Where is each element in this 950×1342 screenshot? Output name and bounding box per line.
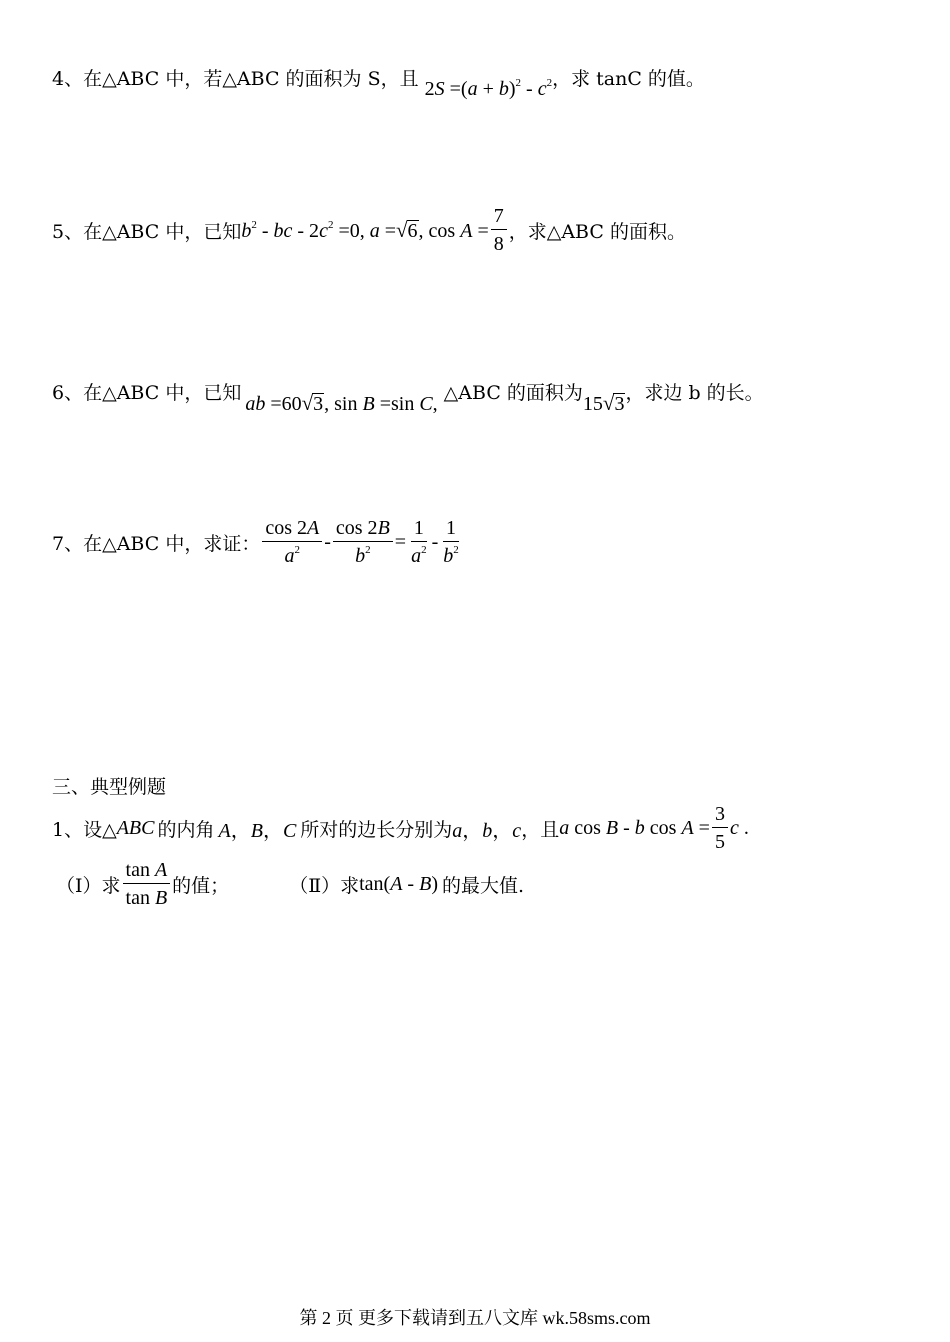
problem-5-formula: $b^2$ - bc - $2c^2 =0$, a =√6, cos A = <box>241 217 489 242</box>
problem-7-minus-2: - <box>431 530 439 553</box>
example-1-sides: a，b，c <box>452 819 522 842</box>
example-1-fraction: $\frac{3}{5}$ <box>712 802 728 854</box>
problem-7-frac-1-a2: $\frac{1}{a^2}$ <box>411 517 427 567</box>
example-1-text-b: 的内角 <box>157 818 215 841</box>
problem-6-area: 15√3 <box>582 391 625 415</box>
problem-7-equals: = <box>394 530 407 553</box>
example-1-parts <box>56 858 524 910</box>
problem-5 <box>52 204 686 256</box>
section-title: 三、典型例题 <box>52 776 167 798</box>
problem-4-formula: $2S =(a + b)^2 - c^2$ <box>424 77 553 100</box>
problem-6-text-c: ，求边 b 的长。 <box>625 382 764 404</box>
problem-4 <box>52 64 705 100</box>
page-footer: 第 2 页 更多下载请到五八文库 wk.58sms.com <box>299 1308 651 1328</box>
part-1-end: 的值； <box>172 874 230 897</box>
problem-6-text-b: △ABC 的面积为 <box>443 382 583 404</box>
example-1-text-c: 所对的边长分别为 <box>300 818 453 841</box>
problem-5-fraction: $\frac{7}{8}$ <box>491 204 507 256</box>
problem-4-text-a: 4、在△ABC 中，若△ABC 的面积为 S，且 <box>52 68 419 90</box>
part-2-end: 的最大值. <box>441 874 525 897</box>
problem-5-text-b: ，求△ABC 的面积。 <box>508 220 686 243</box>
problem-6 <box>52 378 764 415</box>
part-2-label: （Ⅱ）求 <box>289 874 360 897</box>
problem-7-minus-1: - <box>324 530 331 553</box>
part-2-formula: tan(A - B) <box>359 872 438 895</box>
example-1-abc: ABC <box>116 816 155 839</box>
problem-6-formula: ab =60√3, sin B =sin C, <box>245 391 438 415</box>
problem-7-text-a: 7、在△ABC 中，求证： <box>52 532 261 555</box>
problem-7-frac-cos2b: $\frac{\cos 2B}{b^2}$ <box>333 516 393 568</box>
problem-7 <box>52 516 464 568</box>
example-1-formula: a cos B - b cos A = <box>559 816 710 839</box>
part-1-label: （Ⅰ）求 <box>56 874 121 897</box>
problem-6-text-a: 6、在△ABC 中，已知 <box>52 382 242 404</box>
part-1-fraction: $\frac{\text{tan A}}{\text{tan B}}$ <box>123 858 171 910</box>
example-1 <box>52 802 749 854</box>
problem-7-frac-1-b2: $\frac{1}{b^2}$ <box>443 517 459 567</box>
example-1-c-end: c . <box>729 816 749 839</box>
problem-5-text-a: 5、在△ABC 中，已知 <box>52 220 242 243</box>
example-1-text-a: 1、设△ <box>52 818 117 841</box>
problem-4-text-b: ，求 tanC 的值。 <box>552 68 705 90</box>
problem-7-frac-cos2a: $\frac{\cos 2A}{a^2}$ <box>262 516 322 568</box>
example-1-text-d: ，且 <box>521 818 560 841</box>
example-1-angles: A，B，C <box>218 819 297 842</box>
